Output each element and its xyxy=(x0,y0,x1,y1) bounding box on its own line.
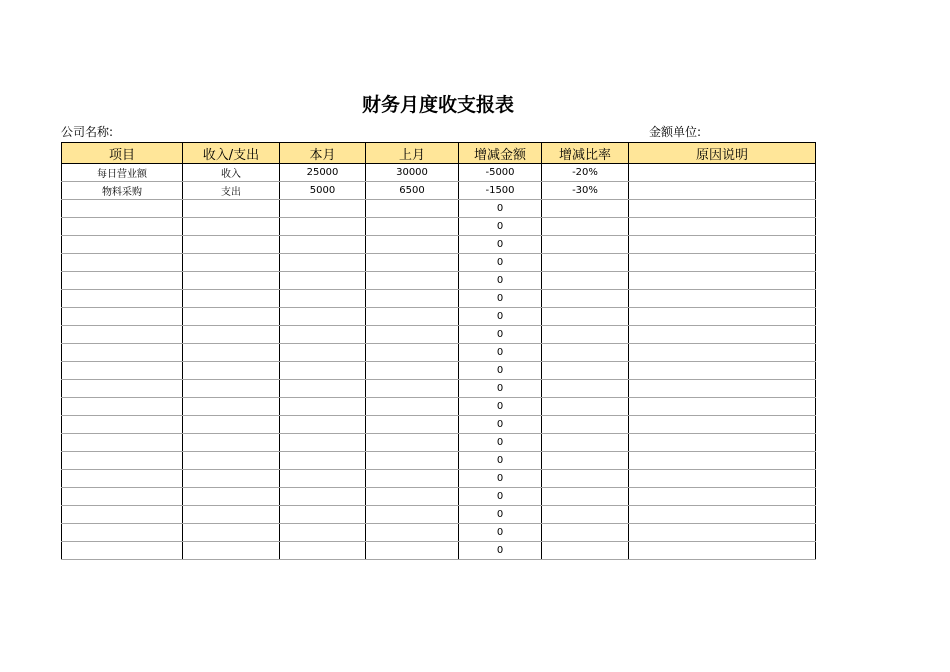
cell-reason[interactable] xyxy=(629,164,816,182)
table-row xyxy=(62,488,816,506)
table-body xyxy=(62,164,816,560)
cell-type[interactable] xyxy=(183,488,280,506)
cell-last-month[interactable] xyxy=(366,254,459,272)
cell-type[interactable] xyxy=(183,344,280,362)
header-last-month: 上月 xyxy=(366,143,459,164)
table-row xyxy=(62,380,816,398)
cell-item[interactable] xyxy=(62,254,183,272)
cell-item[interactable]: 物料采购 xyxy=(62,182,183,200)
cell-reason[interactable] xyxy=(629,416,816,434)
cell-type[interactable] xyxy=(183,308,280,326)
cell-item[interactable] xyxy=(62,470,183,488)
cell-change-rate[interactable] xyxy=(542,470,629,488)
cell-reason[interactable] xyxy=(629,218,816,236)
cell-item[interactable] xyxy=(62,542,183,560)
cell-change-amount[interactable]: 0 xyxy=(459,434,542,452)
cell-change-rate[interactable] xyxy=(542,254,629,272)
cell-item[interactable] xyxy=(62,236,183,254)
cell-last-month[interactable] xyxy=(366,362,459,380)
cell-change-amount[interactable]: 0 xyxy=(459,308,542,326)
cell-change-amount[interactable]: -5000 xyxy=(459,164,542,182)
cell-reason[interactable] xyxy=(629,398,816,416)
cell-this-month[interactable] xyxy=(280,416,366,434)
company-name-label: 公司名称: xyxy=(61,125,114,139)
cell-this-month[interactable] xyxy=(280,452,366,470)
table-row xyxy=(62,362,816,380)
cell-last-month[interactable] xyxy=(366,524,459,542)
income-expense-table xyxy=(61,142,816,560)
cell-this-month[interactable] xyxy=(280,326,366,344)
table-header xyxy=(62,143,816,164)
table-row xyxy=(62,452,816,470)
table-row xyxy=(62,524,816,542)
cell-change-amount[interactable]: 0 xyxy=(459,236,542,254)
cell-change-rate[interactable] xyxy=(542,344,629,362)
cell-change-amount[interactable]: 0 xyxy=(459,398,542,416)
cell-this-month[interactable] xyxy=(280,506,366,524)
cell-this-month[interactable] xyxy=(280,524,366,542)
cell-reason[interactable] xyxy=(629,380,816,398)
cell-this-month[interactable] xyxy=(280,362,366,380)
cell-change-amount[interactable]: 0 xyxy=(459,344,542,362)
cell-type[interactable]: 收入 xyxy=(183,164,280,182)
cell-item[interactable] xyxy=(62,434,183,452)
cell-change-amount[interactable]: 0 xyxy=(459,470,542,488)
cell-change-rate[interactable] xyxy=(542,308,629,326)
cell-this-month[interactable] xyxy=(280,434,366,452)
cell-last-month[interactable] xyxy=(366,542,459,560)
cell-this-month[interactable]: 5000 xyxy=(280,182,366,200)
header-item: 项目 xyxy=(62,143,183,164)
cell-item[interactable] xyxy=(62,344,183,362)
header-this-month: 本月 xyxy=(280,143,366,164)
cell-reason[interactable] xyxy=(629,290,816,308)
cell-reason[interactable] xyxy=(629,488,816,506)
cell-item[interactable] xyxy=(62,362,183,380)
cell-type[interactable] xyxy=(183,506,280,524)
cell-change-amount[interactable]: 0 xyxy=(459,200,542,218)
cell-this-month[interactable] xyxy=(280,344,366,362)
cell-reason[interactable] xyxy=(629,326,816,344)
table-row xyxy=(62,398,816,416)
cell-last-month[interactable] xyxy=(366,506,459,524)
cell-item[interactable] xyxy=(62,272,183,290)
cell-last-month[interactable] xyxy=(366,434,459,452)
cell-type[interactable] xyxy=(183,398,280,416)
cell-item[interactable]: 每日营业额 xyxy=(62,164,183,182)
table-row xyxy=(62,272,816,290)
cell-this-month[interactable] xyxy=(280,488,366,506)
cell-reason[interactable] xyxy=(629,344,816,362)
cell-item[interactable] xyxy=(62,524,183,542)
cell-change-amount[interactable]: 0 xyxy=(459,218,542,236)
cell-change-rate[interactable] xyxy=(542,218,629,236)
cell-last-month[interactable] xyxy=(366,326,459,344)
cell-change-rate[interactable] xyxy=(542,272,629,290)
cell-type[interactable] xyxy=(183,542,280,560)
cell-reason[interactable] xyxy=(629,434,816,452)
cell-change-rate[interactable] xyxy=(542,326,629,344)
cell-change-amount[interactable]: 0 xyxy=(459,380,542,398)
cell-this-month[interactable] xyxy=(280,236,366,254)
cell-reason[interactable] xyxy=(629,542,816,560)
cell-type[interactable] xyxy=(183,272,280,290)
cell-item[interactable] xyxy=(62,488,183,506)
cell-change-rate[interactable] xyxy=(542,236,629,254)
table-row xyxy=(62,326,816,344)
cell-this-month[interactable] xyxy=(280,542,366,560)
cell-this-month[interactable] xyxy=(280,254,366,272)
cell-change-rate[interactable] xyxy=(542,398,629,416)
table-row xyxy=(62,416,816,434)
cell-type[interactable] xyxy=(183,200,280,218)
cell-change-rate[interactable] xyxy=(542,380,629,398)
cell-last-month[interactable] xyxy=(366,200,459,218)
cell-reason[interactable] xyxy=(629,452,816,470)
cell-type[interactable] xyxy=(183,380,280,398)
cell-change-amount[interactable]: 0 xyxy=(459,488,542,506)
cell-type[interactable] xyxy=(183,416,280,434)
header-type: 收入/支出 xyxy=(183,143,280,164)
table-row xyxy=(62,470,816,488)
cell-change-amount[interactable]: 0 xyxy=(459,290,542,308)
cell-reason[interactable] xyxy=(629,254,816,272)
cell-last-month[interactable] xyxy=(366,380,459,398)
cell-change-rate[interactable] xyxy=(542,506,629,524)
cell-change-rate[interactable] xyxy=(542,416,629,434)
cell-reason[interactable] xyxy=(629,182,816,200)
cell-type[interactable] xyxy=(183,470,280,488)
cell-item[interactable] xyxy=(62,218,183,236)
cell-type[interactable] xyxy=(183,434,280,452)
cell-item[interactable] xyxy=(62,452,183,470)
amount-unit-label: 金额单位: xyxy=(649,125,702,139)
cell-reason[interactable] xyxy=(629,524,816,542)
cell-item[interactable] xyxy=(62,200,183,218)
cell-change-amount[interactable]: 0 xyxy=(459,506,542,524)
cell-change-rate[interactable] xyxy=(542,434,629,452)
cell-change-amount[interactable]: 0 xyxy=(459,272,542,290)
cell-last-month[interactable] xyxy=(366,470,459,488)
cell-type[interactable] xyxy=(183,236,280,254)
table-row xyxy=(62,290,816,308)
cell-item[interactable] xyxy=(62,290,183,308)
cell-item[interactable] xyxy=(62,506,183,524)
cell-last-month[interactable] xyxy=(366,308,459,326)
cell-this-month[interactable] xyxy=(280,398,366,416)
cell-type[interactable] xyxy=(183,290,280,308)
cell-last-month[interactable] xyxy=(366,236,459,254)
cell-this-month[interactable] xyxy=(280,200,366,218)
table-row xyxy=(62,542,816,560)
cell-item[interactable] xyxy=(62,380,183,398)
cell-item[interactable] xyxy=(62,416,183,434)
header-change-amount: 增减金额 xyxy=(459,143,542,164)
header-reason: 原因说明 xyxy=(629,143,816,164)
table-row xyxy=(62,254,816,272)
cell-item[interactable] xyxy=(62,326,183,344)
cell-type[interactable] xyxy=(183,452,280,470)
cell-reason[interactable] xyxy=(629,272,816,290)
cell-type[interactable]: 支出 xyxy=(183,182,280,200)
cell-this-month[interactable] xyxy=(280,470,366,488)
cell-last-month[interactable]: 30000 xyxy=(366,164,459,182)
table-row xyxy=(62,164,816,182)
cell-last-month[interactable] xyxy=(366,290,459,308)
table-row xyxy=(62,344,816,362)
cell-reason[interactable] xyxy=(629,236,816,254)
cell-this-month[interactable] xyxy=(280,218,366,236)
cell-last-month[interactable] xyxy=(366,452,459,470)
cell-last-month[interactable] xyxy=(366,218,459,236)
cell-change-rate[interactable] xyxy=(542,488,629,506)
cell-change-rate[interactable]: -20% xyxy=(542,164,629,182)
cell-change-amount[interactable]: 0 xyxy=(459,326,542,344)
cell-this-month[interactable] xyxy=(280,290,366,308)
cell-change-rate[interactable] xyxy=(542,362,629,380)
cell-this-month[interactable] xyxy=(280,380,366,398)
cell-last-month[interactable] xyxy=(366,272,459,290)
cell-reason[interactable] xyxy=(629,506,816,524)
cell-reason[interactable] xyxy=(629,200,816,218)
cell-change-amount[interactable]: 0 xyxy=(459,362,542,380)
page-title: 财务月度收支报表 xyxy=(361,94,514,116)
table-row xyxy=(62,182,816,200)
cell-change-rate[interactable] xyxy=(542,290,629,308)
cell-type[interactable] xyxy=(183,362,280,380)
header-change-rate: 增减比率 xyxy=(542,143,629,164)
cell-change-amount[interactable]: -1500 xyxy=(459,182,542,200)
cell-type[interactable] xyxy=(183,326,280,344)
cell-last-month[interactable] xyxy=(366,398,459,416)
cell-this-month[interactable]: 25000 xyxy=(280,164,366,182)
cell-item[interactable] xyxy=(62,398,183,416)
cell-reason[interactable] xyxy=(629,470,816,488)
table-row xyxy=(62,200,816,218)
table-row xyxy=(62,506,816,524)
cell-change-rate[interactable] xyxy=(542,452,629,470)
cell-reason[interactable] xyxy=(629,308,816,326)
cell-reason[interactable] xyxy=(629,362,816,380)
table-row xyxy=(62,218,816,236)
cell-change-amount[interactable]: 0 xyxy=(459,524,542,542)
cell-type[interactable] xyxy=(183,254,280,272)
cell-change-amount[interactable]: 0 xyxy=(459,542,542,560)
cell-change-rate[interactable] xyxy=(542,542,629,560)
cell-change-rate[interactable]: -30% xyxy=(542,182,629,200)
cell-last-month[interactable]: 6500 xyxy=(366,182,459,200)
cell-item[interactable] xyxy=(62,308,183,326)
cell-change-amount[interactable]: 0 xyxy=(459,416,542,434)
cell-type[interactable] xyxy=(183,524,280,542)
cell-last-month[interactable] xyxy=(366,344,459,362)
cell-change-amount[interactable]: 0 xyxy=(459,254,542,272)
cell-change-rate[interactable] xyxy=(542,524,629,542)
header-row xyxy=(62,143,816,164)
table-row xyxy=(62,434,816,452)
cell-last-month[interactable] xyxy=(366,416,459,434)
cell-change-amount[interactable]: 0 xyxy=(459,452,542,470)
table-row xyxy=(62,308,816,326)
cell-type[interactable] xyxy=(183,218,280,236)
cell-last-month[interactable] xyxy=(366,488,459,506)
cell-change-rate[interactable] xyxy=(542,200,629,218)
cell-this-month[interactable] xyxy=(280,308,366,326)
cell-this-month[interactable] xyxy=(280,272,366,290)
table-row xyxy=(62,236,816,254)
